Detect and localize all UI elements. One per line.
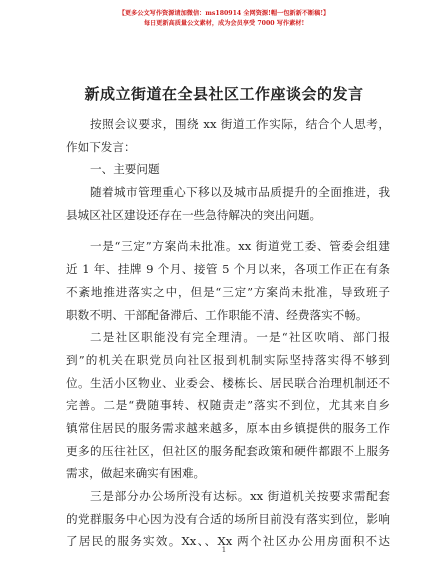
paragraph-line: 三是部分办公场所没有达标。xx 街道机关按要求需配套 [90, 489, 390, 503]
page-number: 1 [221, 546, 227, 554]
promo-banner [0, 9, 448, 29]
paragraph-line: 更多的压往社区，但社区的服务配套政策和硬件都跟不上服务 [66, 443, 390, 458]
paragraph-line: 位。生活小区物业、业委会、楼栋长、居民联合治理机制还不 [66, 375, 390, 390]
paragraph-line: 需求，做起来确实有困难。 [66, 466, 206, 481]
paragraph-line: 到”的机关在职党员向社区报到机制实际坚持落实得不够到 [66, 352, 390, 367]
section-heading: 一、主要问题 [90, 162, 160, 177]
paragraph-line: 的党群服务中心因为没有合适的场所目前没有落实到位，影响 [66, 511, 390, 526]
paragraph-spacer [66, 226, 390, 235]
paragraph-line: 随着城市管理重心下移以及城市品质提升的全面推进，我 [90, 185, 390, 200]
paragraph-line: 职数不明、干部配备滞后、工作职能不清、经费落实不畅。 [66, 307, 368, 322]
paragraph-line: 按照会议要求，围绕 xx 街道工作实际，结合个人思考， [90, 117, 390, 131]
paragraph-line: 完善。二是“费随事转、权随责走”落实不到位，尤其来自乡 [66, 398, 390, 413]
document-body [66, 113, 390, 553]
paragraph-line: 不紊地推进落实之中，但是“三定”方案尚未批准，导致班子 [66, 284, 390, 299]
document-title: 新成立街道在全县社区工作座谈会的发言 [84, 85, 364, 103]
paragraph-line: 作如下发言： [66, 139, 136, 154]
paragraph-line: 近 1 年、挂牌 9 个月、接管 5 个月以来，各项工作正在有条 [66, 262, 390, 277]
paragraph-line: 二是社区职能没有完全理清。一是“社区吹哨、部门报 [90, 330, 390, 345]
paragraph-line: 镇常住居民的服务需求越来越多，原本由乡镇提供的服务工作 [66, 420, 390, 435]
paragraph-line: 一是“三定”方案尚未批准。xx 街道党工委、管委会组建 [90, 239, 390, 254]
paragraph-line: 县城区社区建设还存在一些急待解决的突出问题。 [66, 207, 322, 222]
promo-banner-line-2: 每日更新高质量公文素材，成为会员享受 7000 写作素材! [143, 20, 305, 27]
promo-banner-line-1: 【更多公文写作资源请加微信：ms180914 全网资源!帽一包新新不断稿!】 [118, 10, 330, 17]
paragraph-line: 了居民的服务实效。Xx、、Xx 两个社区办公用房面积不达 [66, 534, 390, 549]
